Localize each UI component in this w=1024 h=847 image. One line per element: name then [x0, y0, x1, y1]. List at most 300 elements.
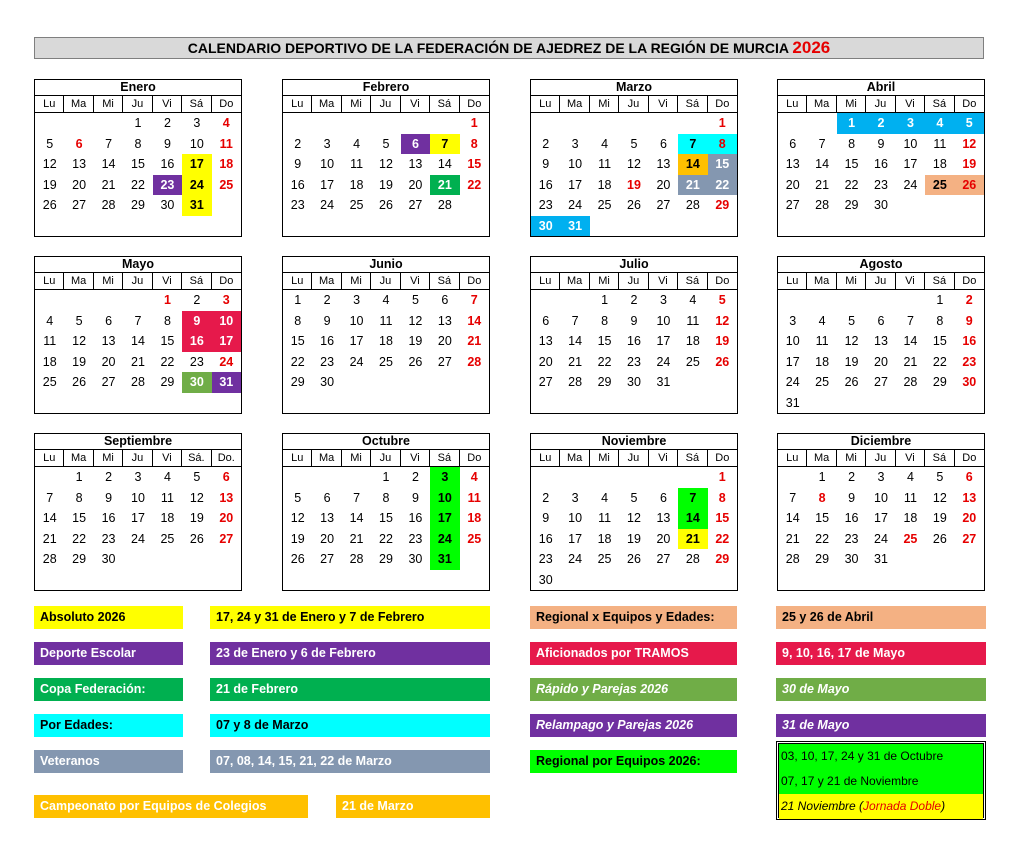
- empty-cell: [35, 113, 64, 134]
- empty-cell: [283, 467, 312, 488]
- day-cell: 2: [848, 470, 856, 484]
- empty-cell: [342, 216, 371, 237]
- day-cell: 7: [353, 490, 361, 505]
- empty-cell: [430, 570, 459, 591]
- day-cell: 20: [72, 177, 87, 192]
- day-cell: 22: [932, 354, 947, 369]
- day-cell: 24: [320, 198, 335, 212]
- day-cell: 4: [906, 470, 914, 484]
- weekday-header: Do.: [212, 450, 241, 467]
- empty-cell: [649, 393, 678, 414]
- day-cell: 4: [382, 293, 390, 307]
- day-cell: 9: [411, 490, 419, 505]
- day-cell: 24: [785, 375, 800, 389]
- weekday-header: Mi: [342, 273, 371, 290]
- day-cell: 30: [531, 216, 560, 237]
- title-text: CALENDARIO DEPORTIVO DE LA FEDERACIÓN DE AJEDREZ DE LA REGIÓN DE MURCIA: [187, 40, 789, 56]
- empty-cell: [371, 393, 400, 414]
- day-cell: 8: [708, 134, 737, 155]
- day-cell: 24: [349, 354, 364, 369]
- day-cell: 19: [408, 334, 423, 348]
- weekday-header: Mi: [342, 96, 371, 113]
- day-cell: 22: [597, 354, 612, 369]
- empty-cell: [123, 549, 152, 570]
- day-cell: 1: [718, 116, 726, 130]
- day-cell: 27: [656, 198, 671, 212]
- weekday-header: Do: [460, 96, 489, 113]
- weekday-header: Ma: [807, 273, 836, 290]
- day-cell: 1: [818, 470, 826, 484]
- day-cell: 21: [430, 175, 459, 196]
- day-cell: 7: [678, 134, 707, 155]
- empty-cell: [649, 467, 678, 488]
- day-cell: 12: [715, 313, 730, 328]
- weekday-header: Vi: [153, 273, 182, 290]
- day-cell: 11: [379, 313, 393, 328]
- day-cell: 18: [42, 354, 57, 369]
- day-cell: 10: [785, 334, 800, 348]
- weekday-header: Ju: [619, 96, 648, 113]
- day-cell: 7: [430, 134, 459, 155]
- day-cell: 31: [212, 372, 241, 393]
- day-cell: 13: [874, 334, 888, 348]
- weekday-header: Mi: [342, 450, 371, 467]
- weekday-header: Sá: [182, 273, 211, 290]
- day-cell: 28: [467, 354, 482, 369]
- day-cell: 31: [874, 552, 888, 566]
- day-cell: 30: [874, 198, 888, 212]
- empty-cell: [64, 393, 93, 414]
- day-cell: 2: [965, 293, 973, 307]
- legend-label: Absoluto 2026: [34, 606, 183, 629]
- day-cell: 4: [163, 470, 171, 484]
- legend-label: Veteranos: [34, 750, 183, 773]
- empty-cell: [619, 393, 648, 414]
- day-cell: 7: [906, 313, 914, 328]
- day-cell: 11: [933, 136, 947, 151]
- day-cell: 1: [134, 116, 142, 130]
- empty-cell: [283, 570, 312, 591]
- weekday-header: Ju: [123, 96, 152, 113]
- empty-cell: [896, 570, 925, 591]
- day-cell: 16: [538, 177, 553, 192]
- day-cell: 20: [656, 177, 671, 192]
- day-cell: 30: [160, 198, 175, 212]
- weekday-header: Ma: [312, 273, 341, 290]
- empty-cell: [708, 372, 737, 393]
- day-cell: 30: [408, 552, 423, 566]
- month-mayo: [34, 256, 242, 414]
- weekday-header: Do: [955, 450, 984, 467]
- empty-cell: [778, 216, 807, 237]
- day-cell: 11: [160, 490, 174, 505]
- weekday-header: Do: [708, 450, 737, 467]
- empty-cell: [94, 113, 123, 134]
- day-cell: 8: [163, 313, 171, 328]
- regional-equipos-inner: [778, 743, 984, 818]
- day-cell: 13: [101, 334, 116, 348]
- empty-cell: [212, 549, 241, 570]
- day-cell: 14: [131, 334, 145, 348]
- day-cell: 13: [962, 490, 977, 505]
- empty-cell: [531, 290, 560, 311]
- month-name: Octubre: [283, 434, 489, 450]
- month-julio: [530, 256, 738, 414]
- day-cell: 26: [715, 354, 730, 369]
- empty-cell: [531, 467, 560, 488]
- weekday-header: Do: [460, 273, 489, 290]
- empty-cell: [94, 393, 123, 414]
- empty-cell: [807, 216, 836, 237]
- day-cell: 31: [656, 375, 671, 389]
- day-cell: 13: [538, 334, 553, 348]
- empty-cell: [925, 570, 954, 591]
- empty-cell: [212, 570, 241, 591]
- day-cell: 20: [538, 354, 553, 369]
- month-day-grid: [778, 450, 984, 590]
- empty-cell: [925, 549, 954, 570]
- day-cell: 8: [936, 313, 944, 328]
- weekday-header: Ma: [312, 450, 341, 467]
- day-cell: 26: [627, 552, 641, 566]
- month-day-grid: [531, 96, 737, 236]
- day-cell: 30: [320, 375, 335, 389]
- day-cell: 4: [470, 470, 478, 484]
- day-cell: 13: [320, 511, 335, 525]
- empty-cell: [560, 570, 589, 591]
- month-noviembre: [530, 433, 738, 591]
- empty-cell: [955, 570, 984, 591]
- day-cell: 11: [903, 490, 917, 505]
- empty-cell: [678, 393, 707, 414]
- empty-cell: [590, 467, 619, 488]
- month-name: Junio: [283, 257, 489, 273]
- weekday-header: Ju: [371, 96, 400, 113]
- empty-cell: [182, 216, 211, 237]
- day-cell: 17: [903, 157, 918, 171]
- day-cell: 2: [542, 490, 550, 505]
- day-cell: 19: [379, 177, 393, 192]
- day-cell: 21: [903, 354, 918, 369]
- month-day-grid: [531, 450, 737, 590]
- day-cell: 7: [818, 136, 826, 151]
- empty-cell: [64, 113, 93, 134]
- day-cell: 23: [320, 354, 335, 369]
- day-cell: 2: [294, 136, 302, 151]
- day-cell: 31: [785, 395, 800, 410]
- day-cell: 19: [189, 511, 204, 525]
- empty-cell: [955, 393, 984, 414]
- day-cell: 21: [349, 531, 364, 546]
- empty-cell: [312, 113, 341, 134]
- day-cell: 14: [437, 157, 452, 171]
- empty-cell: [560, 290, 589, 311]
- day-cell: 1: [601, 293, 609, 307]
- day-cell: 27: [962, 531, 977, 546]
- day-cell: 1: [470, 116, 478, 130]
- day-cell: 6: [105, 313, 113, 328]
- day-cell: 25: [467, 531, 482, 546]
- day-cell: 9: [163, 136, 171, 151]
- month-septiembre: [34, 433, 242, 591]
- weekday-header: Ju: [866, 96, 895, 113]
- day-cell: 23: [101, 531, 116, 546]
- day-cell: 11: [467, 490, 481, 505]
- empty-cell: [460, 372, 489, 393]
- day-cell: 25: [685, 354, 700, 369]
- empty-cell: [460, 549, 489, 570]
- empty-cell: [460, 195, 489, 216]
- day-cell: 20: [656, 531, 671, 546]
- empty-cell: [778, 467, 807, 488]
- day-cell: 30: [962, 375, 977, 389]
- day-cell: 10: [131, 490, 145, 505]
- empty-cell: [807, 570, 836, 591]
- day-cell: 5: [193, 470, 201, 484]
- day-cell: 18: [685, 334, 700, 348]
- day-cell: 10: [189, 136, 204, 151]
- empty-cell: [371, 216, 400, 237]
- day-cell: 2: [105, 470, 113, 484]
- day-cell: 22: [715, 531, 730, 546]
- day-cell: 25: [815, 375, 830, 389]
- empty-cell: [837, 290, 866, 311]
- empty-cell: [371, 570, 400, 591]
- day-cell: 29: [715, 198, 730, 212]
- day-cell: 6: [659, 136, 667, 151]
- day-cell: 21: [785, 531, 800, 546]
- day-cell: 18: [219, 157, 234, 171]
- day-cell: 26: [955, 175, 984, 196]
- empty-cell: [807, 113, 836, 134]
- empty-cell: [401, 393, 430, 414]
- empty-cell: [123, 290, 152, 311]
- empty-cell: [35, 393, 64, 414]
- day-cell: 24: [874, 531, 888, 546]
- month-febrero: [282, 79, 490, 237]
- weekday-header: Vi: [896, 273, 925, 290]
- month-name: Marzo: [531, 80, 737, 96]
- day-cell: 9: [542, 157, 550, 171]
- weekday-header: Ma: [64, 450, 93, 467]
- legend-label: Campeonato por Equipos de Colegios: [34, 795, 308, 818]
- day-cell: 21: [678, 529, 707, 550]
- month-agosto: [777, 256, 985, 414]
- legend-label: Regional x Equipos y Edades:: [530, 606, 737, 629]
- day-cell: 24: [430, 529, 459, 550]
- empty-cell: [401, 216, 430, 237]
- empty-cell: [123, 570, 152, 591]
- month-octubre: [282, 433, 490, 591]
- day-cell: 7: [134, 313, 142, 328]
- weekday-header: Do: [212, 273, 241, 290]
- regional-equipos-box: [776, 741, 986, 820]
- day-cell: 24: [568, 198, 583, 212]
- empty-cell: [590, 113, 619, 134]
- day-cell: 4: [46, 313, 54, 328]
- day-cell: 2: [542, 136, 550, 151]
- day-cell: 15: [597, 334, 612, 348]
- day-cell: 3: [571, 136, 579, 151]
- day-cell: 14: [903, 334, 918, 348]
- day-cell: 21: [815, 177, 830, 192]
- empty-cell: [896, 216, 925, 237]
- weekday-header: Lu: [35, 273, 64, 290]
- day-cell: 17: [430, 508, 459, 529]
- weekday-header: Ju: [123, 450, 152, 467]
- day-cell: 18: [932, 157, 947, 171]
- day-cell: 10: [874, 490, 888, 505]
- day-cell: 19: [844, 354, 859, 369]
- day-cell: 15: [160, 334, 175, 348]
- empty-cell: [866, 290, 895, 311]
- day-cell: 22: [72, 531, 87, 546]
- weekday-header: Mi: [590, 96, 619, 113]
- day-cell: 28: [685, 198, 700, 212]
- empty-cell: [123, 393, 152, 414]
- day-cell: 24: [656, 354, 671, 369]
- empty-cell: [460, 216, 489, 237]
- day-cell: 24: [182, 175, 211, 196]
- day-cell: 12: [962, 136, 977, 151]
- day-cell: 1: [75, 470, 83, 484]
- empty-cell: [35, 290, 64, 311]
- day-cell: 26: [627, 198, 641, 212]
- calendar-title: [34, 37, 984, 59]
- empty-cell: [64, 570, 93, 591]
- weekday-header: Sá: [430, 273, 459, 290]
- weekday-header: Sá: [925, 273, 954, 290]
- day-cell: 28: [815, 198, 830, 212]
- day-cell: 27: [785, 198, 800, 212]
- day-cell: 12: [627, 511, 641, 525]
- month-enero: [34, 79, 242, 237]
- empty-cell: [64, 216, 93, 237]
- day-cell: 23: [627, 354, 641, 369]
- day-cell: 17: [785, 354, 800, 369]
- day-cell: 29: [290, 375, 305, 389]
- month-day-grid: [531, 273, 737, 413]
- regional-equipos-line-1: 03, 10, 17, 24 y 31 de Octubre: [779, 744, 983, 769]
- day-cell: 15: [467, 157, 482, 171]
- day-cell: 29: [379, 552, 393, 566]
- regional-equipos-line-3: [779, 794, 983, 819]
- empty-cell: [896, 549, 925, 570]
- month-name: Agosto: [778, 257, 984, 273]
- day-cell: 30: [844, 552, 859, 566]
- empty-cell: [678, 570, 707, 591]
- weekday-header: Vi: [649, 96, 678, 113]
- day-cell: 26: [42, 198, 57, 212]
- empty-cell: [896, 195, 925, 216]
- empty-cell: [153, 549, 182, 570]
- day-cell: 13: [656, 511, 671, 525]
- day-cell: 1: [382, 470, 390, 484]
- legend-label: Regional por Equipos 2026:: [530, 750, 737, 773]
- day-cell: 18: [903, 511, 918, 525]
- empty-cell: [778, 290, 807, 311]
- day-cell: 16: [320, 334, 335, 348]
- day-cell: 23: [189, 354, 204, 369]
- weekday-header: Do: [955, 96, 984, 113]
- day-cell: 19: [290, 531, 305, 546]
- day-cell: 3: [222, 293, 230, 307]
- day-cell: 18: [160, 511, 175, 525]
- day-cell: 21: [568, 354, 583, 369]
- day-cell: 19: [715, 334, 730, 348]
- day-cell: 27: [320, 552, 335, 566]
- month-day-grid: [778, 273, 984, 413]
- weekday-header: Vi: [649, 450, 678, 467]
- day-cell: 5: [955, 113, 984, 134]
- weekday-header: Do: [708, 96, 737, 113]
- day-cell: 29: [160, 375, 175, 389]
- weekday-header: Vi: [401, 450, 430, 467]
- month-name: Julio: [531, 257, 737, 273]
- empty-cell: [460, 570, 489, 591]
- day-cell: 8: [294, 313, 302, 328]
- day-cell: 31: [560, 216, 589, 237]
- day-cell: 4: [222, 116, 230, 130]
- empty-cell: [212, 195, 241, 216]
- legend-dates: 21 de Febrero: [210, 678, 490, 701]
- legend-dates: 9, 10, 16, 17 de Mayo: [776, 642, 986, 665]
- day-cell: 22: [815, 531, 830, 546]
- day-cell: 1: [294, 293, 302, 307]
- month-junio: [282, 256, 490, 414]
- month-day-grid: [283, 273, 489, 413]
- empty-cell: [64, 290, 93, 311]
- month-day-grid: [35, 96, 241, 236]
- day-cell: 23: [538, 552, 553, 566]
- weekday-header: Ma: [560, 273, 589, 290]
- day-cell: 17: [131, 511, 145, 525]
- empty-cell: [619, 113, 648, 134]
- legend-dates: 07 y 8 de Marzo: [210, 714, 490, 737]
- empty-cell: [896, 290, 925, 311]
- day-cell: 19: [962, 157, 977, 171]
- day-cell: 9: [630, 313, 638, 328]
- day-cell: 17: [656, 334, 671, 348]
- day-cell: 24: [219, 354, 234, 369]
- empty-cell: [35, 570, 64, 591]
- weekday-header: Ju: [619, 450, 648, 467]
- empty-cell: [837, 393, 866, 414]
- day-cell: 29: [131, 198, 145, 212]
- day-cell: 14: [815, 157, 830, 171]
- month-name: Mayo: [35, 257, 241, 273]
- day-cell: 10: [349, 313, 364, 328]
- legend-dates: 30 de Mayo: [776, 678, 986, 701]
- empty-cell: [94, 570, 123, 591]
- month-day-grid: [283, 450, 489, 590]
- day-cell: 7: [571, 313, 579, 328]
- day-cell: 14: [678, 154, 707, 175]
- day-cell: 14: [349, 511, 364, 525]
- empty-cell: [619, 216, 648, 237]
- weekday-header: Lu: [283, 273, 312, 290]
- day-cell: 27: [72, 198, 87, 212]
- day-cell: 10: [656, 313, 671, 328]
- empty-cell: [708, 570, 737, 591]
- day-cell: 5: [848, 313, 856, 328]
- day-cell: 28: [42, 552, 57, 566]
- weekday-header: Lu: [531, 96, 560, 113]
- weekday-header: Vi: [401, 96, 430, 113]
- regional-equipos-line-2: 07, 17 y 21 de Noviembre: [779, 769, 983, 794]
- day-cell: 23: [408, 531, 423, 546]
- day-cell: 30: [101, 552, 116, 566]
